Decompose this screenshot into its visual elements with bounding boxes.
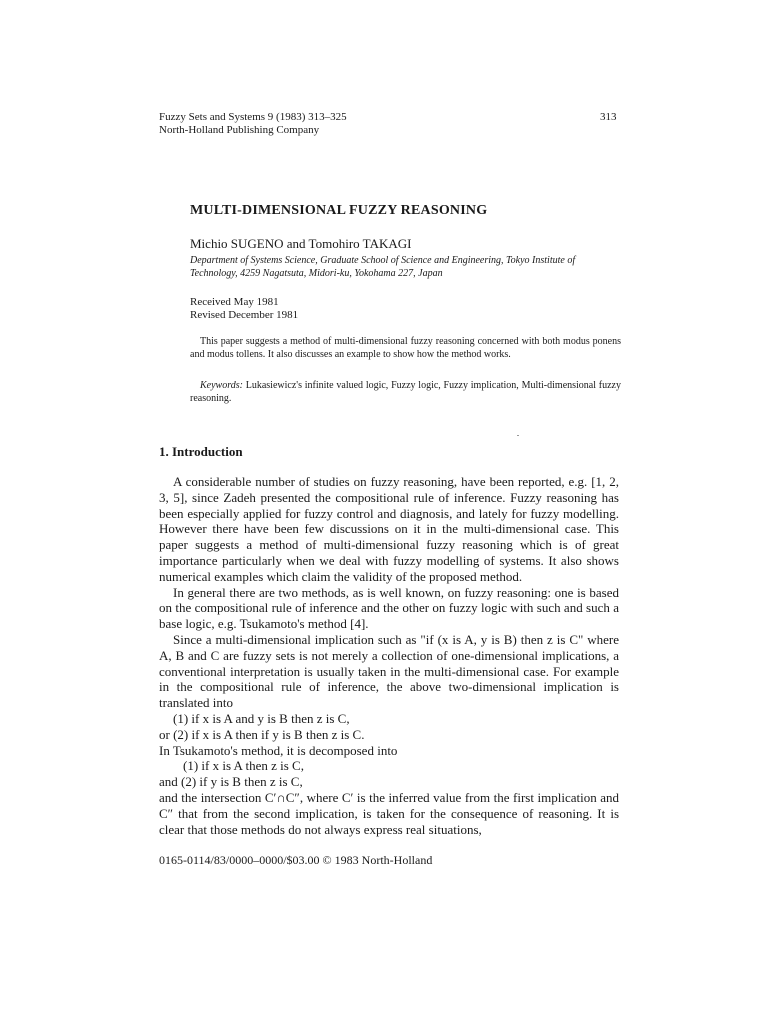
keywords	[190, 379, 621, 405]
scan-speck	[517, 435, 519, 436]
journal-citation: Fuzzy Sets and Systems 9 (1983) 313–325	[159, 111, 347, 123]
paragraph-3: Since a multi-dimensional implication such as "if (x is A, y is B) then z is C" where A, B and C are fuzzy sets is not merely a collection of one-dimensional implications, a conventional interpretation is usually taken in the multi-dimensional case. For example in the compositional rule of inference, the above two-dimensional implication is translated into	[159, 631, 619, 711]
received-date: Received May 1981	[190, 296, 279, 308]
keywords-label: Keywords:	[200, 380, 243, 391]
implication-line-2: or (2) if x is A then if y is B then z is C.	[159, 726, 365, 742]
implication-line-1: (1) if x is A and y is B then z is C,	[173, 710, 350, 726]
publisher-line: North-Holland Publishing Company	[159, 124, 320, 136]
section-body	[159, 474, 619, 837]
tsukamoto-intro-line: In Tsukamoto's method, it is decomposed into	[159, 742, 398, 758]
decomposed-line-2: and (2) if y is B then z is C,	[159, 774, 303, 790]
copyright-line: 0165-0114/83/0000–0000/$03.00 © 1983 North-Holland	[159, 853, 433, 867]
author-line: Michio SUGENO and Tomohiro TAKAGI	[190, 236, 412, 251]
paragraph-4: and the intersection C′∩C″, where C′ is the inferred value from the first implication and C″ that from the second implication, is taken for the consequence of reasoning. It is clear that those methods do not always express real situations,	[159, 789, 619, 837]
affiliation: Department of Systems Science, Graduate School of Science and Engineering, Tokyo Institute of Technology, 4259 Nagatsuta, Midori-ku, Yokohama 227, Japan	[190, 255, 576, 279]
decomposed-line-1: (1) if x is A then z is C,	[183, 758, 304, 774]
page-number: 313	[600, 111, 617, 123]
abstract: This paper suggests a method of multi-dimensional fuzzy reasoning concerned with both modus ponens and modus tollens. It also discusses an example to show how the method works.	[190, 336, 621, 360]
revised-date: Revised December 1981	[190, 309, 299, 321]
paragraph-2: In general there are two methods, as is well known, on fuzzy reasoning: one is based on the compositional rule of inference and the other on fuzzy logic with such and such a base logic, e.g. Tsukamoto's method [4].	[159, 584, 619, 632]
paper-title: MULTI-DIMENSIONAL FUZZY REASONING	[190, 203, 488, 218]
paragraph-1: A considerable number of studies on fuzzy reasoning, have been reported, e.g. [1, 2, 3, 5], since Zadeh presented the compositional rule of inference. Fuzzy reasoning has been especially applied for fuzzy control and diagnosis, and lately for fuzzy modelling. However there have been few discussions on it in the multi-dimensional case. This paper suggests a method of multi-dimensional fuzzy reasoning which is of great importance particularly when we deal with fuzzy modelling of systems. It also shows numerical examples which claim the validity of the proposed method.	[159, 474, 619, 584]
submission-dates	[190, 296, 298, 322]
section-heading: 1. Introduction	[159, 444, 243, 459]
keywords-text: Lukasiewicz's infinite valued logic, Fuzzy logic, Fuzzy implication, Multi-dimensional fuzzy reasoning.	[190, 380, 621, 404]
